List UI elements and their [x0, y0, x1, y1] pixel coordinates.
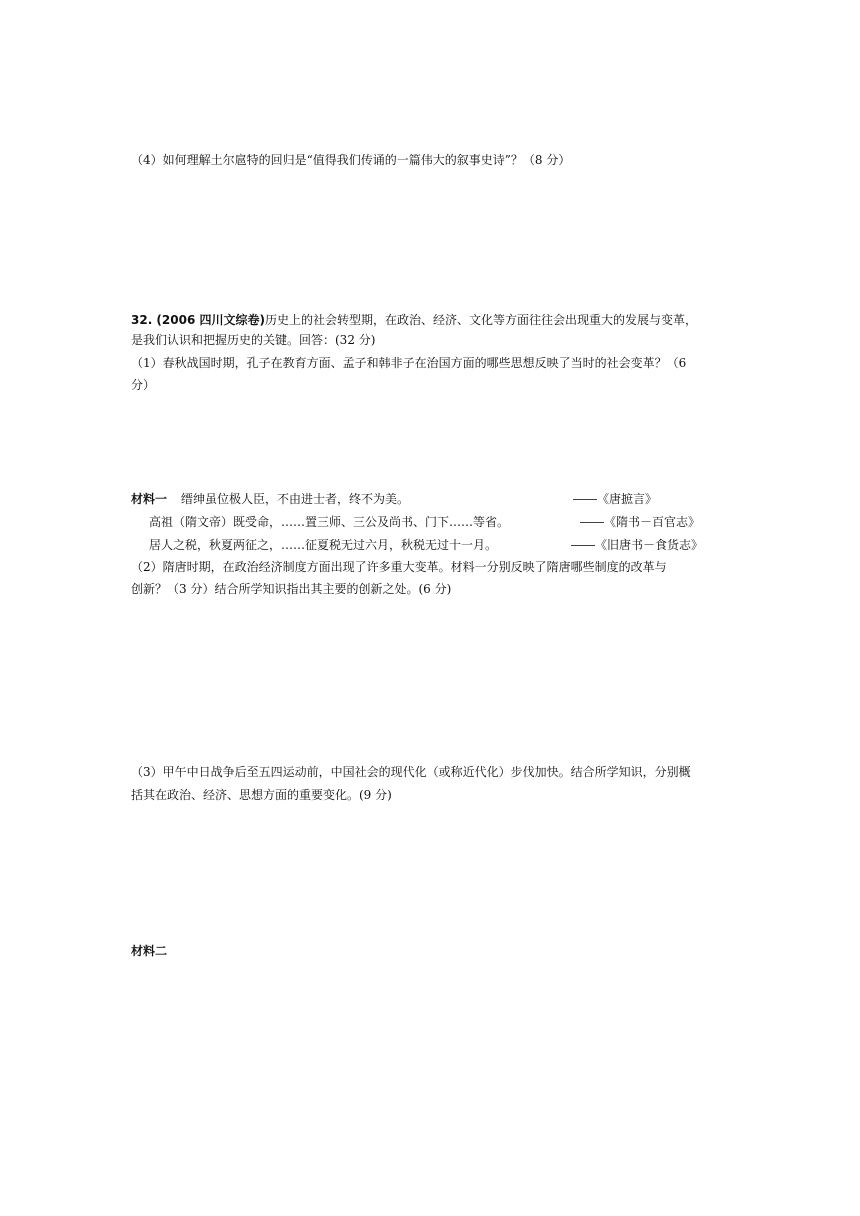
q32-part2-line2: 创新？（3 分）结合所学知识指出其主要的创新之处。(6 分) — [131, 582, 452, 596]
q32-intro-line1 — [131, 312, 697, 328]
q32-part3-line2: 括其在政治、经济、思想方面的重要变化。(9 分) — [131, 788, 392, 802]
q31-part4-question: （4）如何理解土尔扈特的回归是“值得我们传诵的一篇伟大的叙事史诗”？（8 分） — [131, 153, 571, 167]
q32-intro-line2: 是我们认识和把握历史的关键。回答：(32 分) — [131, 333, 376, 347]
q32-intro-text: 历史上的社会转型期，在政治、经济、文化等方面往往会出现重大的发展与变革， — [264, 313, 697, 327]
q32-part1-line1: （1）春秋战国时期，孔子在教育方面、孟子和韩非子在治国方面的哪些思想反映了当时的社会变革？（6 — [131, 356, 687, 370]
material1-quote2-text: 高祖（隋文帝）既受命，……置三师、三公及尚书、门下……等省。 — [149, 515, 510, 529]
material1-quote3-text: 居人之税，秋夏两征之，……征夏税无过六月，秋税无过十一月。 — [149, 538, 498, 552]
material1-quote1 — [131, 491, 409, 507]
material1-quote1-text: 缙绅虽位极人臣，不由进士者，终不为美。 — [181, 492, 410, 506]
material2-label: 材料二 — [131, 944, 168, 958]
material1-quote3-source: ――《旧唐书－食货志》 — [571, 538, 704, 552]
q32-part1-line2: 分） — [131, 378, 156, 392]
material1-label: 材料一 — [131, 492, 168, 506]
q32-part3-line1: （3）甲午中日战争后至五四运动前，中国社会的现代化（或称近代化）步伐加快。结合所学知识，分别概 — [131, 765, 691, 779]
q32-part2-line1: （2）隋唐时期，在政治经济制度方面出现了许多重大变革。材料一分别反映了隋唐哪些制度的改革与 — [131, 560, 667, 574]
material1-quote2-source: ――《隋书－百官志》 — [580, 515, 701, 529]
material1-quote1-source: ――《唐摭言》 — [573, 492, 658, 506]
q32-number-source: 32. (2006 四川文综卷) — [131, 313, 265, 327]
